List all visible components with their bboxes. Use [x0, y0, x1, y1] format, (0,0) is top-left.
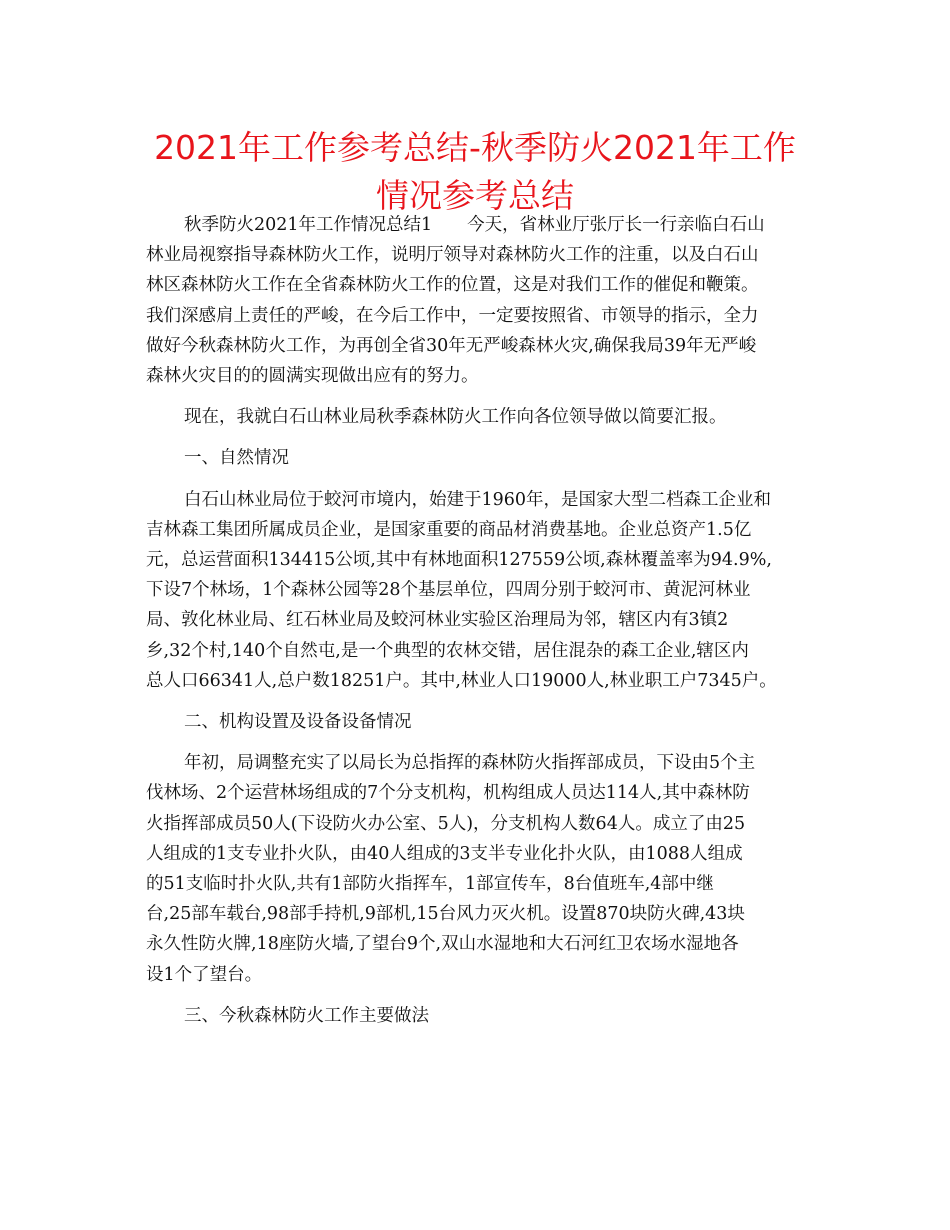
paragraph-3-line-1: 白石山林业局位于蛟河市境内，始建于1960年，是国家大型二档森工企业和 — [184, 489, 772, 510]
paragraph-3-line-6: 乡,32个村,140个自然屯,是一个典型的农林交错，居住混杂的森工企业,辖区内 — [146, 640, 749, 661]
paragraph-1-line-1: 秋季防火2021年工作情况总结1 今天，省林业厅张厅长一行亲临白石山 — [184, 215, 765, 235]
paragraph-4-line-4: 人组成的1支专业扑火队，由40人组成的3支半专业化扑火队，由1088人组成 — [146, 843, 743, 864]
paragraph-4-line-5: 的51支临时扑火队,共有1部防火指挥车，1部宣传车，8台值班车,4部中继 — [146, 874, 714, 895]
section-heading-2: 二、机构设置及设备设备情况 — [184, 712, 412, 733]
document-body — [146, 210, 806, 1031]
paragraph-3-line-5: 局、敦化林业局、红石林业局及蛟河林业实验区治理局为邻，辖区内有3镇2 — [146, 610, 729, 631]
paragraph-1-line-2: 林业局视察指导森林防火工作，说明厅领导对森林防火工作的注重，以及白石山 — [146, 245, 759, 266]
paragraph-4-line-6: 台,25部车载台,98部手持机,9部机,15台风力灭火机。设置870块防火碑,43块 — [146, 904, 745, 925]
paragraph-1-line-4: 我们深感肩上责任的严峻，在今后工作中，一定要按照省、市领导的指示，全力 — [146, 305, 759, 326]
section-heading-3: 三、今秋森林防火工作主要做法 — [184, 1005, 429, 1026]
paragraph-1-line-3: 林区森林防火工作在全省森林防火工作的位置，这是对我们工作的催促和鞭策。 — [146, 275, 759, 296]
paragraph-3-line-3: 元，总运营面积134415公顷,其中有林地面积127559公顷,森林覆盖率为94.9%, — [146, 550, 772, 571]
paragraph-4-line-7: 永久性防火牌,18座防火墙,了望台9个,双山水湿地和大石河红卫农场水湿地各 — [146, 934, 739, 955]
paragraph-3-line-4: 下设7个林场，1个森林公园等28个基层单位，四周分别于蛟河市、黄泥河林业 — [146, 580, 751, 601]
paragraph-3-line-7: 总人口66341人,总户数18251户。其中,林业人口19000人,林业职工户7345户。 — [146, 670, 777, 691]
paragraph-1-line-5: 做好今秋森林防火工作，为再创全省30年无严峻森林火灾,确保我局39年无严峻 — [146, 335, 757, 356]
paragraph-3-line-2: 吉林森工集团所属成员企业，是国家重要的商品材消费基地。企业总资产1.5亿 — [146, 519, 752, 540]
paragraph-1-line-6: 森林火灾目的的圆满实现做出应有的努力。 — [146, 366, 479, 387]
paragraph-4-line-8: 设1个了望台。 — [146, 964, 263, 985]
paragraph-2: 现在，我就白石山林业局秋季森林防火工作向各位领导做以简要汇报。 — [184, 407, 727, 428]
document-title: 2021年工作参考总结-秋季防火2021年工作情况参考总结 — [154, 128, 796, 215]
paragraph-4-line-3: 火指挥部成员50人(下设防火办公室、5人)，分支机构人数64人。成立了由25 — [146, 813, 746, 834]
paragraph-4-line-1: 年初，局调整充实了以局长为总指挥的森林防火指挥部成员，下设由5个主 — [184, 753, 756, 774]
section-heading-1: 一、自然情况 — [184, 448, 289, 469]
paragraph-4-line-2: 伐林场、2个运营林场组成的7个分支机构，机构组成人员达114人,其中森林防 — [146, 783, 750, 804]
